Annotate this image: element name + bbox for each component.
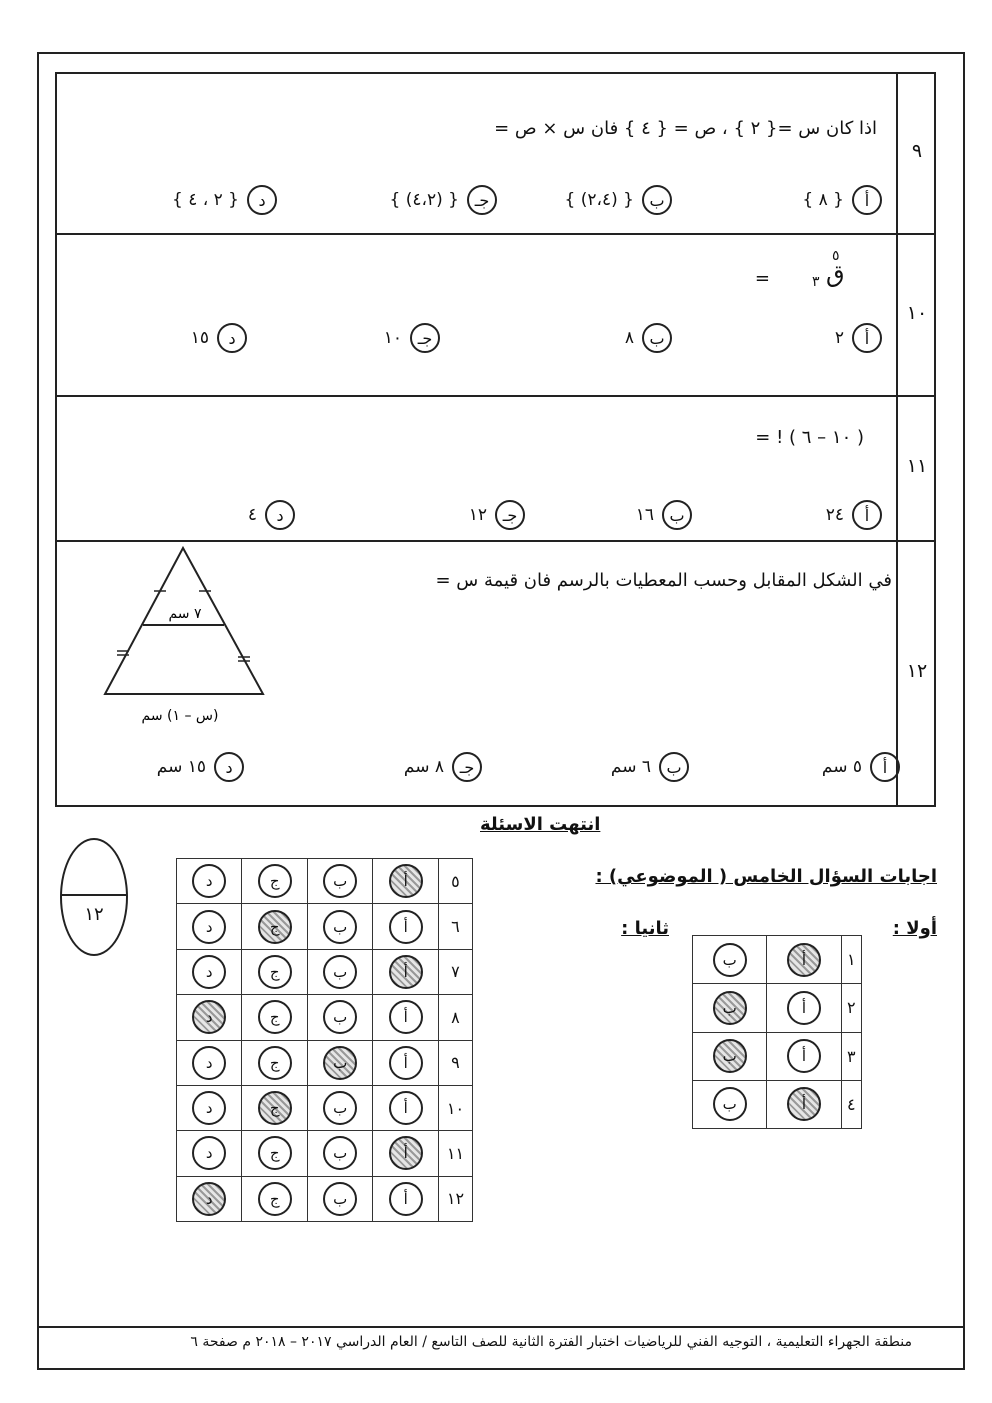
answer-row-number: ٤: [841, 1080, 861, 1128]
answer-bubble[interactable]: ب: [323, 1182, 357, 1216]
answer-bubble[interactable]: د: [192, 1136, 226, 1170]
option-c[interactable]: جـ ١٢: [469, 500, 525, 530]
answer-cell: [373, 1176, 438, 1221]
midsegment-label: ٧ سم: [168, 606, 202, 622]
answer-bubble[interactable]: ب: [323, 1091, 357, 1125]
score-value: ١٢: [84, 904, 104, 925]
answer-row: [693, 936, 862, 984]
answer-cell: [242, 1131, 307, 1176]
answer-bubble[interactable]: د: [192, 1091, 226, 1125]
answer-row-number: ٩: [438, 1040, 472, 1085]
answer-bubble[interactable]: أ: [389, 910, 423, 944]
answer-bubble[interactable]: د: [192, 910, 226, 944]
answer-cell: [373, 995, 438, 1040]
question-text: =: [754, 268, 770, 289]
answer-bubble[interactable]: ب: [323, 910, 357, 944]
answer-cell: [307, 904, 372, 949]
option-b[interactable]: ب ٦ سم: [611, 752, 689, 782]
answer-row: [177, 1085, 473, 1130]
option-d[interactable]: د { ٢ ، ٤ }: [172, 185, 277, 215]
answer-grid-part-two: [176, 858, 473, 1222]
option-b[interactable]: ب { (٢،٤) }: [565, 185, 672, 215]
answer-bubble[interactable]: أ: [389, 1046, 423, 1080]
answer-cell: [307, 995, 372, 1040]
answers-heading: اجابات السؤال الخامس ( الموضوعي) :: [595, 866, 937, 887]
answer-row: [693, 1032, 862, 1080]
answer-bubble[interactable]: ب: [713, 991, 747, 1025]
answer-cell: [177, 995, 242, 1040]
answer-cell: [307, 1131, 372, 1176]
footer-text: منطقة الجهراء التعليمية ، التوجيه الفني للرياضيات اختبار الفترة الثانية للصف التاسع / العام الدراسي ٢٠١٧ – ٢٠١٨ م صفحة ٦: [190, 1334, 912, 1350]
part-two-label: ثانيا :: [621, 918, 669, 939]
answer-cell: [177, 1040, 242, 1085]
answer-cell: [767, 1080, 841, 1128]
answer-bubble[interactable]: ج: [258, 1000, 292, 1034]
option-d[interactable]: د ٤: [248, 500, 295, 530]
option-a[interactable]: أ ٢٤: [826, 500, 882, 530]
answer-cell: [242, 1085, 307, 1130]
answer-bubble[interactable]: أ: [787, 991, 821, 1025]
answer-cell: [373, 1085, 438, 1130]
option-a[interactable]: أ ٥ سم: [822, 752, 900, 782]
answer-cell: [307, 949, 372, 994]
score-divider: [62, 894, 126, 896]
answer-cell: [767, 1032, 841, 1080]
answer-cell: [307, 1176, 372, 1221]
answer-cell: [242, 859, 307, 904]
option-c[interactable]: جـ ١٠: [384, 323, 440, 353]
answer-bubble[interactable]: أ: [389, 955, 423, 989]
answer-bubble[interactable]: ب: [713, 1087, 747, 1121]
answer-row: [177, 949, 473, 994]
answer-cell: [373, 859, 438, 904]
answer-row-number: ١٠: [438, 1085, 472, 1130]
answer-bubble[interactable]: أ: [389, 1000, 423, 1034]
answer-bubble[interactable]: أ: [389, 1182, 423, 1216]
answer-bubble[interactable]: ج: [258, 864, 292, 898]
answer-row-number: ١٢: [438, 1176, 472, 1221]
option-b[interactable]: ب ١٦: [636, 500, 692, 530]
question-number: ١٠: [906, 302, 928, 324]
question-number: ١١: [906, 455, 928, 477]
answer-row-number: ٥: [438, 859, 472, 904]
answer-bubble[interactable]: ب: [713, 1039, 747, 1073]
answer-cell: [177, 1176, 242, 1221]
answer-bubble[interactable]: ب: [323, 1000, 357, 1034]
answer-bubble[interactable]: ب: [323, 1046, 357, 1080]
answer-cell: [177, 1085, 242, 1130]
answer-bubble[interactable]: ج: [258, 1182, 292, 1216]
answer-row: [693, 1080, 862, 1128]
answer-cell: [373, 949, 438, 994]
answer-cell: [177, 859, 242, 904]
answer-cell: [177, 1131, 242, 1176]
answer-row: [177, 1176, 473, 1221]
question-text: اذا كان س ={ ٢ } ، ص = { ٤ } فان س × ص =: [494, 118, 877, 139]
answer-bubble[interactable]: ج: [258, 910, 292, 944]
answer-cell: [373, 1040, 438, 1085]
answer-bubble[interactable]: ج: [258, 1046, 292, 1080]
answer-row-number: ١١: [438, 1131, 472, 1176]
answer-bubble[interactable]: ج: [258, 955, 292, 989]
answer-row: [177, 1040, 473, 1085]
answer-cell: [693, 936, 767, 984]
answer-bubble[interactable]: د: [192, 955, 226, 989]
part-one-label: أولا :: [892, 918, 937, 939]
answer-cell: [693, 1032, 767, 1080]
answer-row-number: ١: [841, 936, 861, 984]
option-a[interactable]: أ ٢: [835, 323, 882, 353]
question-text: في الشكل المقابل وحسب المعطيات بالرسم فان قيمة س =: [435, 570, 892, 591]
option-d[interactable]: د ١٥: [191, 323, 247, 353]
answer-row-number: ٦: [438, 904, 472, 949]
triangle-figure: [95, 540, 275, 725]
option-a[interactable]: أ { ٨ }: [802, 185, 882, 215]
answer-bubble[interactable]: ب: [323, 955, 357, 989]
answer-cell: [242, 1176, 307, 1221]
answer-cell: [693, 984, 767, 1032]
answer-bubble[interactable]: ب: [713, 943, 747, 977]
answer-bubble[interactable]: ج: [258, 1136, 292, 1170]
answer-bubble[interactable]: أ: [389, 1136, 423, 1170]
answer-cell: [767, 936, 841, 984]
answer-grid-part-one: [692, 935, 862, 1129]
answer-cell: [373, 904, 438, 949]
option-b[interactable]: ب ٨: [625, 323, 672, 353]
answer-bubble[interactable]: د: [192, 1182, 226, 1216]
question-number: ٩: [911, 140, 923, 162]
answer-bubble[interactable]: أ: [787, 1087, 821, 1121]
number-column-divider: [896, 72, 898, 807]
row-divider: [55, 395, 936, 397]
answer-bubble[interactable]: أ: [389, 864, 423, 898]
answer-bubble[interactable]: د: [192, 1046, 226, 1080]
answer-row: [177, 995, 473, 1040]
end-of-questions: انتهت الاسئلة: [480, 814, 601, 835]
row-divider: [55, 233, 936, 235]
answer-cell: [373, 1131, 438, 1176]
option-c[interactable]: جـ ٨ سم: [404, 752, 482, 782]
permutation-expression: ٥ ق ٣: [812, 248, 845, 290]
answer-cell: [177, 904, 242, 949]
question-number: ١٢: [906, 660, 928, 682]
answer-cell: [242, 904, 307, 949]
answer-row-number: ٢: [841, 984, 861, 1032]
answer-bubble[interactable]: ب: [323, 864, 357, 898]
answer-bubble[interactable]: د: [192, 864, 226, 898]
answer-bubble[interactable]: أ: [389, 1091, 423, 1125]
option-c[interactable]: جـ { (٤،٢) }: [390, 185, 497, 215]
answer-cell: [693, 1080, 767, 1128]
answer-row: [177, 1131, 473, 1176]
option-d[interactable]: د ١٥ سم: [157, 752, 244, 782]
base-label: (س – ١) سم: [141, 708, 219, 724]
answer-cell: [307, 1085, 372, 1130]
answer-cell: [242, 1040, 307, 1085]
answer-cell: [242, 995, 307, 1040]
answer-bubble[interactable]: د: [192, 1000, 226, 1034]
answer-row: [177, 904, 473, 949]
answer-row: [693, 984, 862, 1032]
answer-cell: [767, 984, 841, 1032]
answer-bubble[interactable]: ب: [323, 1136, 357, 1170]
answer-bubble[interactable]: أ: [787, 943, 821, 977]
score-oval: [60, 838, 128, 956]
answer-bubble[interactable]: أ: [787, 1039, 821, 1073]
answer-bubble[interactable]: ج: [258, 1091, 292, 1125]
answer-row-number: ٧: [438, 949, 472, 994]
answer-cell: [307, 859, 372, 904]
answer-cell: [242, 949, 307, 994]
answer-cell: [307, 1040, 372, 1085]
question-text: ( ١٠ – ٦ ) ! =: [755, 427, 864, 448]
footer-divider: [37, 1326, 965, 1328]
answer-row-number: ٨: [438, 995, 472, 1040]
answer-row: [177, 859, 473, 904]
answer-row-number: ٣: [841, 1032, 861, 1080]
answer-cell: [177, 949, 242, 994]
